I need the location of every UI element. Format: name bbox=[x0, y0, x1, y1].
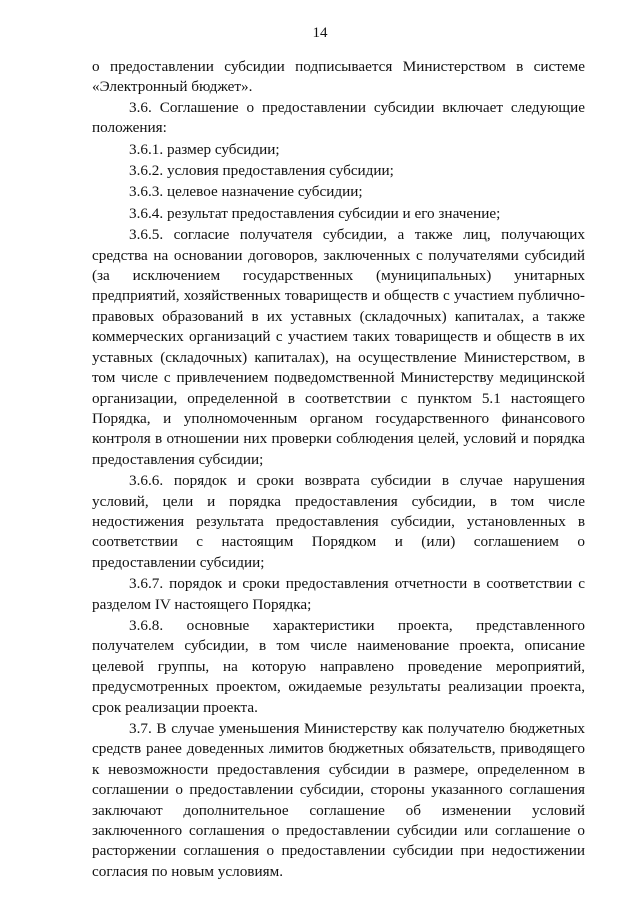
paragraph-3-6-4: 3.6.4. результат предоставления субсидии и его значение; bbox=[129, 204, 501, 222]
paragraph-3-6-3: 3.6.3. целевое назначение субсидии; bbox=[129, 183, 363, 201]
paragraph-3-6-1: 3.6.1. размер субсидии; bbox=[129, 140, 280, 158]
document-body bbox=[92, 57, 585, 882]
paragraph-3-6: 3.6. Соглашение о предоставлении субсидии включает следующие положения: bbox=[92, 98, 585, 137]
paragraph-3-7: 3.7. В случае уменьшения Министерству как получателю бюджетных средств ранее доведенных лимитов бюджетных обязательств, приводящего к невозможности предоставления субсидии в размере, определенном в соглашении о предоставлении субсидии, стороны указанного соглашения заключают дополнительное соглашение об изменении условий заключенного соглашения о предоставлении субсидии или соглашение о расторжении соглашения о предоставлении субсидии при недостижении согласия по новым условиям. bbox=[92, 720, 585, 880]
paragraph-3-6-6: 3.6.6. порядок и сроки возврата субсидии в случае нарушения условий, цели и порядка предоставления субсидии, в том числе недостижения результата предоставления субсидии, установленных в соответствии с настоящим Порядком и (или) соглашением о предоставлении субсидии; bbox=[92, 472, 585, 571]
paragraph-3-6-2: 3.6.2. условия предоставления субсидии; bbox=[129, 162, 394, 180]
paragraph-3-6-8: 3.6.8. основные характеристики проекта, представленного получателем субсидии, в том числе наименование проекта, описание целевой группы, на которую направлено проведение мероприятий, предусмотренных проектом, ожидаемые результаты реализации проекта, срок реализации проекта. bbox=[92, 616, 585, 716]
paragraph-continuation: о предоставлении субсидии подписывается Министерством в системе «Электронный бюджет». bbox=[92, 58, 585, 96]
paragraph-3-6-7: 3.6.7. порядок и сроки предоставления отчетности в соответствии с разделом IV настоящего Порядка; bbox=[92, 575, 585, 613]
page-number: 14 bbox=[312, 25, 328, 41]
paragraph-3-6-5: 3.6.5. согласие получателя субсидии, а также лиц, получающих средства на основании договоров, заключенных с получателями субсидий (за исключением государственных (муниципальных) унитарных предприятий, хозяйственных товариществ и обществ с участием публично-правовых образований в их уставных (складочных) капиталах, а также коммерческих организаций с участием таких товариществ и обществ в их уставных (складочных) капиталах), на осуществление Министерством, в том числе с привлечением подведомственной Министерству медицинской организации, определенной в соответствии с пунктом 5.1 настоящего Порядка, и уполномоченным органом государственного финансового контроля в отношении них проверки соблюдения целей, условий и порядка предоставления субсидии; bbox=[92, 226, 585, 468]
